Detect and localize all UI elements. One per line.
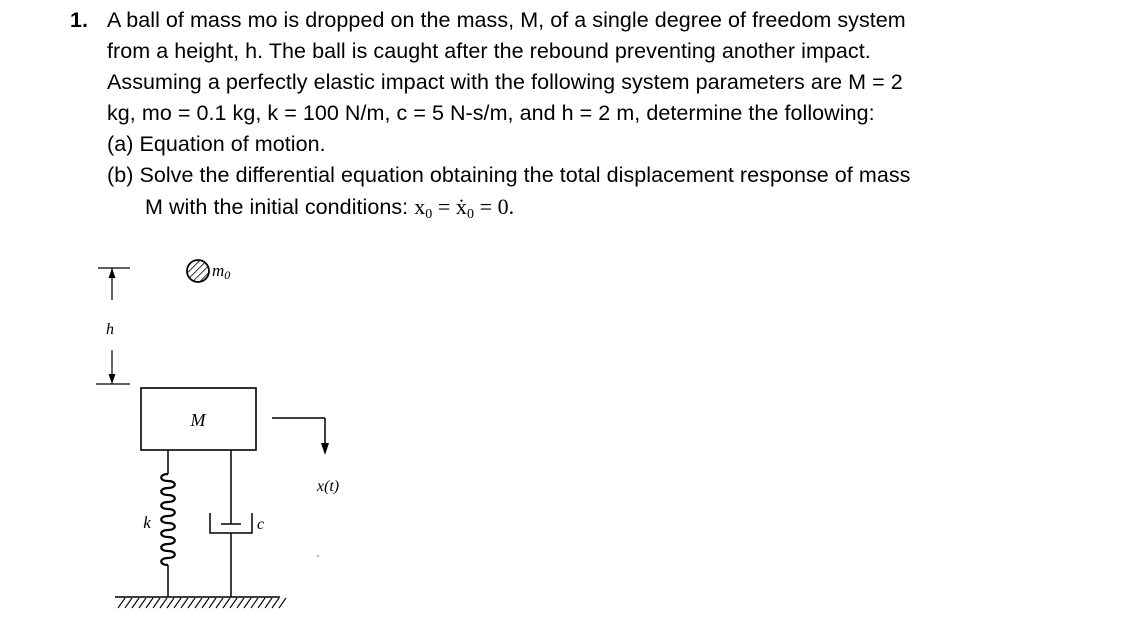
sdof-system-diagram: [0, 240, 400, 620]
ball-m0: [187, 260, 209, 282]
initial-conditions-intro: M with the initial conditions:: [145, 195, 415, 219]
ground-hatch: [237, 598, 244, 608]
problem-line-1: A ball of mass mo is dropped on the mass, M, of a single degree of freedom system: [107, 8, 906, 32]
ground-hatch: [195, 598, 202, 608]
ground-hatch: [265, 598, 272, 608]
ground-hatch: [209, 598, 216, 608]
damper: [210, 450, 252, 597]
problem-part-b-continued: [145, 191, 514, 223]
problem-number: 1.: [70, 8, 88, 32]
ground-hatch: [279, 598, 286, 608]
x-subscript: 0: [425, 207, 433, 222]
xdot-symbol: ẋ: [455, 194, 467, 219]
ground-hatch: [174, 598, 181, 608]
ground-hatch: [230, 598, 237, 608]
ground-hatch: [146, 598, 153, 608]
displacement-label: x(t): [316, 478, 340, 495]
xdot-subscript: 0: [466, 207, 475, 222]
problem-line-3: Assuming a perfectly elastic impact with the following system parameters are M = 2: [107, 70, 903, 94]
ground-hatch: [258, 598, 265, 608]
ground-hatch: [223, 598, 230, 608]
x-symbol: x: [414, 194, 426, 219]
ground-hatch: [160, 598, 167, 608]
problem-line-4: kg, mo = 0.1 kg, k = 100 N/m, c = 5 N-s/m, and h = 2 m, determine the following:: [107, 101, 875, 125]
ground-hatch: [181, 598, 188, 608]
ground-hatch: [118, 598, 125, 608]
initial-condition-x: [414, 194, 515, 222]
height-label: h: [106, 321, 114, 338]
ground-hatch: [216, 598, 223, 608]
displacement-arrow: [272, 418, 329, 455]
ground-hatch: [153, 598, 160, 608]
ground-hatch: [251, 598, 258, 608]
ball-label-m: m: [212, 261, 225, 280]
ground-hatch: [244, 598, 251, 608]
problem-statement: [0, 0, 1125, 230]
problem-part-b: (b) Solve the differential equation obtaining the total displacement response of mass: [107, 163, 911, 187]
ground-hatch: [132, 598, 139, 608]
damper-label: c: [257, 516, 265, 533]
ground-hatch: [167, 598, 174, 608]
spring-label: k: [143, 513, 151, 532]
equals-sign: =: [432, 194, 456, 219]
ground: [115, 597, 286, 608]
problem-part-a: (a) Equation of motion.: [107, 132, 326, 156]
spring: [161, 450, 175, 597]
stray-dot: [317, 555, 319, 557]
ground-hatch: [125, 598, 132, 608]
mass-label: M: [190, 410, 206, 430]
ball-label-subscript: 0: [224, 268, 231, 282]
ground-hatch: [202, 598, 209, 608]
ground-hatch: [272, 598, 279, 608]
ground-hatch: [188, 598, 195, 608]
problem-line-2: from a height, h. The ball is caught after the rebound preventing another impact.: [107, 39, 871, 63]
equals-zero: = 0.: [474, 194, 515, 219]
ground-hatch: [139, 598, 146, 608]
ball-label: [212, 261, 230, 282]
